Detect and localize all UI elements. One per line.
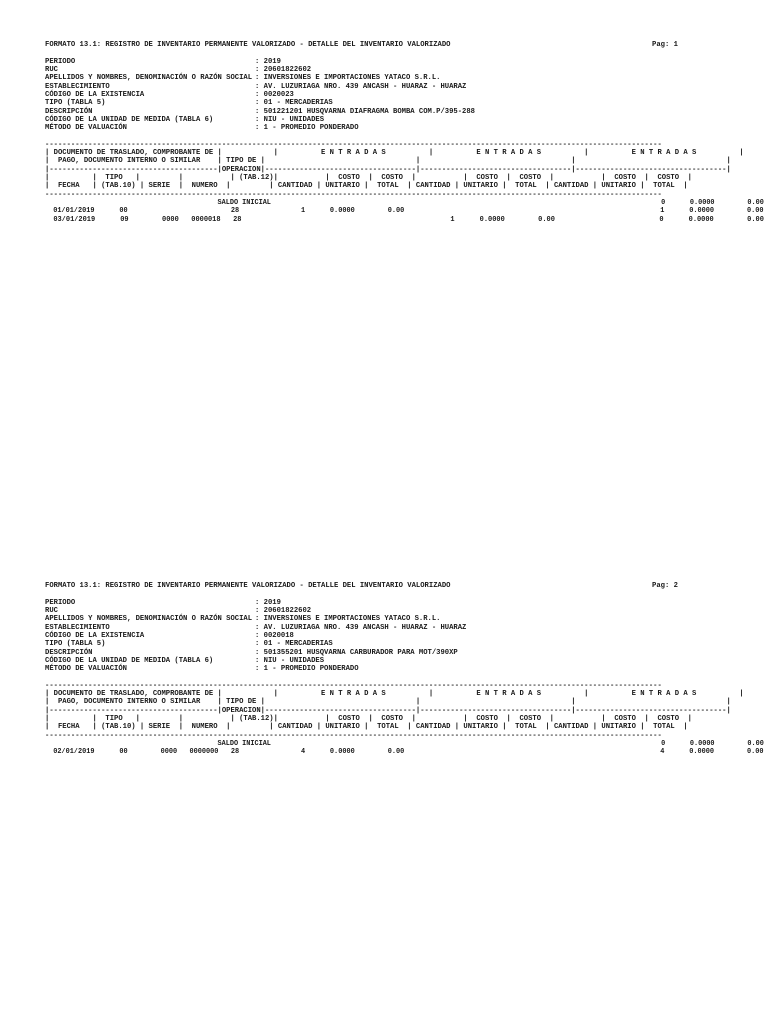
info-label: PERIODO — [45, 58, 76, 66]
page-number: Pag: 2 — [652, 582, 678, 590]
table-header-line: | PAGO, DOCUMENTO INTERNO O SIMILAR | TIPO DE | | | | — [45, 698, 731, 706]
info-label: MÉTODO DE VALUACIÓN — [45, 124, 127, 132]
info-value: : 20601822602 — [255, 607, 312, 615]
info-label: ESTABLECIMIENTO — [45, 624, 110, 632]
table-header-line: | | TIPO | | | (TAB.12)| | COSTO | COSTO | | COSTO | COSTO | | COSTO | COSTO | — [45, 715, 692, 723]
report-page-2 — [0, 541, 768, 941]
table-header-line: ----------------------------------------------------------------------------------------------------------------------------------------------- — [45, 191, 662, 199]
info-value: : AV. LUZURIAGA NRO. 439 ANCASH - HUARAZ - HUARAZ — [255, 624, 467, 632]
table-header-line: ----------------------------------------------------------------------------------------------------------------------------------------------- — [45, 732, 662, 740]
info-value: : 501355201 HUSQVARNA CARBURADOR PARA MOT/390XP — [255, 649, 458, 657]
info-label: RUC — [45, 607, 58, 615]
info-label: PERIODO — [45, 599, 76, 607]
table-header-line: | PAGO, DOCUMENTO INTERNO O SIMILAR | TIPO DE | | | | — [45, 157, 731, 165]
info-value: : 2019 — [255, 599, 281, 607]
table-header-line: | FECHA | (TAB.10) | SERIE | NUMERO | | CANTIDAD | UNITARIO | TOTAL | CANTIDAD | UNITARIO | TOTAL | CANTIDAD | UNITARIO | TOTAL | — [45, 723, 688, 731]
table-row: 03/01/2019 09 0000 0000018 28 1 0.0000 0.00 0 0.0000 0.00 — [45, 216, 764, 224]
info-label: DESCRIPCIÓN — [45, 649, 93, 657]
table-header-line: | FECHA | (TAB.10) | SERIE | NUMERO | | CANTIDAD | UNITARIO | TOTAL | CANTIDAD | UNITARIO | TOTAL | CANTIDAD | UNITARIO | TOTAL | — [45, 182, 688, 190]
table-row: SALDO INICIAL 0 0.0000 0.00 — [45, 740, 764, 748]
info-value: : NIU - UNIDADES — [255, 657, 325, 665]
info-label: CÓDIGO DE LA UNIDAD DE MEDIDA (TABLA 6) — [45, 657, 214, 665]
info-value: : 1 - PROMEDIO PONDERADO — [255, 665, 359, 673]
info-value: : 01 - MERCADERIAS — [255, 640, 333, 648]
info-label: CÓDIGO DE LA UNIDAD DE MEDIDA (TABLA 6) — [45, 116, 214, 124]
info-label: TIPO (TABLA 5) — [45, 640, 106, 648]
info-value: : AV. LUZURIAGA NRO. 439 ANCASH - HUARAZ - HUARAZ — [255, 83, 467, 91]
info-value: : INVERSIONES E IMPORTACIONES YATACO S.R.L. — [255, 615, 441, 623]
info-value: : 2019 — [255, 58, 281, 66]
info-label: MÉTODO DE VALUACIÓN — [45, 665, 127, 673]
report-title: FORMATO 13.1: REGISTRO DE INVENTARIO PERMANENTE VALORIZADO - DETALLE DEL INVENTARIO VALORIZADO — [45, 582, 451, 590]
info-value: : NIU - UNIDADES — [255, 116, 325, 124]
report-title: FORMATO 13.1: REGISTRO DE INVENTARIO PERMANENTE VALORIZADO - DETALLE DEL INVENTARIO VALORIZADO — [45, 41, 451, 49]
info-label: APELLIDOS Y NOMBRES, DENOMINACIÓN O RAZÓN SOCIAL — [45, 74, 253, 82]
table-header-line: ----------------------------------------------------------------------------------------------------------------------------------------------- — [45, 682, 662, 690]
info-label: TIPO (TABLA 5) — [45, 99, 106, 107]
report-page-1 — [0, 0, 768, 400]
info-label: RUC — [45, 66, 58, 74]
table-row: 01/01/2019 00 28 1 0.0000 0.00 1 0.0000 0.00 — [45, 207, 764, 215]
info-label: ESTABLECIMIENTO — [45, 83, 110, 91]
info-value: : 01 - MERCADERIAS — [255, 99, 333, 107]
table-header-line: | DOCUMENTO DE TRASLADO, COMPROBANTE DE | | E N T R A D A S | E N T R A D A S | E N T R A D A S | — [45, 149, 744, 157]
table-header-line: | | TIPO | | | (TAB.12)| | COSTO | COSTO | | COSTO | COSTO | | COSTO | COSTO | — [45, 174, 692, 182]
info-value: : 0020023 — [255, 91, 294, 99]
info-value: : 20601822602 — [255, 66, 312, 74]
table-row: 02/01/2019 00 0000 0000000 28 4 0.0000 0.00 4 0.0000 0.00 — [45, 748, 764, 756]
info-label: DESCRIPCIÓN — [45, 108, 93, 116]
table-row: SALDO INICIAL 0 0.0000 0.00 — [45, 199, 764, 207]
info-label: CÓDIGO DE LA EXISTENCIA — [45, 632, 145, 640]
table-header-line: ----------------------------------------------------------------------------------------------------------------------------------------------- — [45, 141, 662, 149]
info-value: : 0020018 — [255, 632, 294, 640]
table-header-line: |---------------------------------------|OPERACION|-----------------------------------|-----------------------------------|-----------------------------------| — [45, 707, 731, 715]
info-value: : 501221201 HUSQVARNA DIAFRAGMA BOMBA COM.P/395-288 — [255, 108, 475, 116]
table-header-line: |---------------------------------------|OPERACION|-----------------------------------|-----------------------------------|-----------------------------------| — [45, 166, 731, 174]
page-number: Pag: 1 — [652, 41, 678, 49]
info-value: : 1 - PROMEDIO PONDERADO — [255, 124, 359, 132]
info-label: APELLIDOS Y NOMBRES, DENOMINACIÓN O RAZÓN SOCIAL — [45, 615, 253, 623]
info-value: : INVERSIONES E IMPORTACIONES YATACO S.R.L. — [255, 74, 441, 82]
info-label: CÓDIGO DE LA EXISTENCIA — [45, 91, 145, 99]
table-header-line: | DOCUMENTO DE TRASLADO, COMPROBANTE DE | | E N T R A D A S | E N T R A D A S | E N T R A D A S | — [45, 690, 744, 698]
